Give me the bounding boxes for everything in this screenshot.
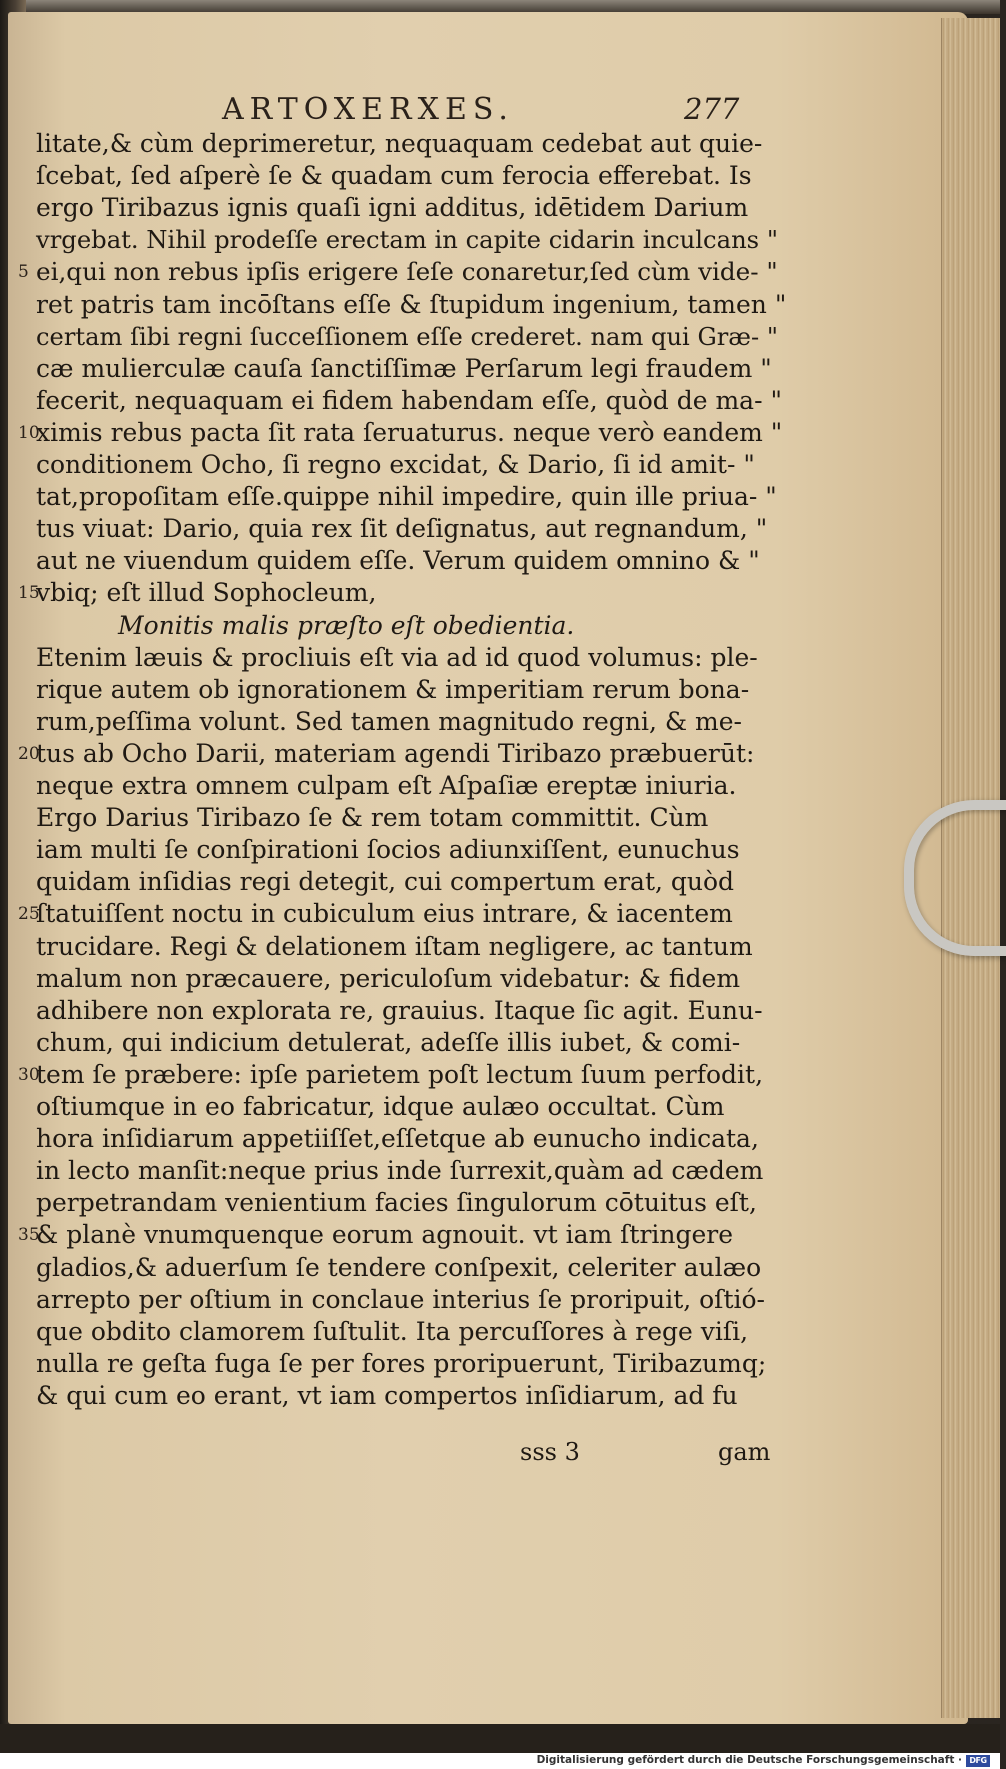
line-text: fecerit, nequaquam ei fidem habendam eſſe, quòd de ma- ": [36, 385, 782, 415]
line-text: ſcebat, ſed aſperè ſe & quadam cum ferocia efferebat. Is: [36, 161, 752, 191]
line-text: tem ſe præbere: ipſe parietem poſt lectum ſuum perfodit,: [36, 1059, 764, 1089]
line-text: vrgebat. Nihil prodeſſe erectam in capite cidarin inculcans ": [36, 225, 778, 255]
line-text: Ergo Darius Tiribazo ſe & rem totam committit. Cùm: [36, 803, 709, 833]
line-number: 25: [18, 904, 40, 925]
signature-mark: sss 3: [520, 1438, 580, 1466]
line-text: quidam inſidias regi detegit, cui compertum erat, quòd: [36, 867, 735, 897]
line-text: ergo Tiribazus ignis quaſi igni additus, idētidem Darium: [36, 193, 749, 223]
line-number: 5: [18, 262, 29, 283]
line-text: perpetrandam venientium facies ſingulorum cōtuitus eſt,: [36, 1188, 757, 1218]
line-text: & planè vnumquenque eorum agnouit. vt iam ſtringere: [36, 1220, 734, 1250]
footer-credit: Digitalisierung gefördert durch die Deutsche Forschungsgemeinschaft ·: [536, 1754, 962, 1766]
line-text: arrepto per oſtium in conclaue interius ſe proripuit, oſtió-: [36, 1284, 765, 1314]
line-text: neque extra omnem culpam eſt Aſpaſiæ ereptæ iniuria.: [36, 771, 737, 800]
line-number: 30: [18, 1064, 40, 1085]
line-text: certam ſibi regni ſucceſſionem eſſe crederet. nam qui Græ- ": [36, 322, 778, 351]
line-text: malum non præcauere, periculoſum videbatur: & fidem: [36, 963, 741, 993]
line-text: ximis rebus pacta ſit rata ſeruaturus. neque verò eandem ": [36, 417, 783, 447]
line-text: Etenim læuis & procliuis eſt via ad id quod volumus: ple-: [36, 642, 758, 672]
line-number: 15: [18, 583, 40, 604]
line-text: gladios,& aduerſum ſe tendere conſpexit, celeriter aulæo: [36, 1252, 762, 1282]
line-number: 35: [18, 1225, 40, 1246]
line-text: iam multi ſe conſpirationi ſocios adiunxiſſent, eunuchus: [36, 835, 740, 865]
line-text: in lecto manſit:neque prius inde ſurrexit,quàm ad cædem: [36, 1156, 764, 1186]
line-text: trucidare. Regi & delationem iſtam negligere, ac tantum: [36, 931, 753, 961]
line-text: litate,& cùm deprimeretur, nequaquam cedebat aut quie-: [36, 129, 763, 158]
line-text: adhibere non explorata re, grauius. Itaque ſic agit. Eunu-: [36, 995, 763, 1025]
line-text: rique autem ob ignorationem & imperitiam rerum bona-: [36, 674, 750, 704]
line-number: 20: [18, 743, 40, 764]
running-head: ARTOXERXES.: [222, 92, 514, 127]
line-text: tat,propoſitam eſſe.quippe nihil impedire, quin ille priua- ": [36, 482, 777, 512]
line-text: cæ mulierculæ cauſa ſanctiſſimæ Perſarum legi fraudem ": [36, 353, 772, 383]
page-number: 277: [684, 92, 740, 126]
line-text: Monitis malis præſto eſt obedientia.: [118, 610, 575, 640]
line-text: hora inſidiarum appetiiſſet,eſſetque ab eunucho indicata,: [36, 1124, 759, 1154]
line-text: tus viuat: Dario, quia rex ſit deſignatus, aut regnandum, ": [36, 514, 768, 544]
line-number: 10: [18, 422, 40, 443]
line-text: oſtiumque in eo fabricatur, idque aulæo occultat. Cùm: [36, 1092, 725, 1121]
line-text: & qui cum eo erant, vt iam compertos inſidiarum, ad fu: [36, 1380, 738, 1410]
line-text: ſtatuiſſent noctu in cubiculum eius intrare, & iacentem: [36, 899, 733, 929]
line-text: conditionem Ocho, ſi regno excidat, & Dario, ſi id amit- ": [36, 450, 755, 479]
line-text: vbiq; eſt illud Sophocleum,: [36, 578, 377, 608]
line-text: nulla re geſta fuga ſe per fores proripuerunt, Tiribazumq;: [36, 1348, 767, 1378]
dfg-logo: DFG: [966, 1755, 990, 1767]
line-text: ei,qui non rebus ipſis erigere ſeſe conaretur,ſed cùm vide- ": [36, 257, 778, 287]
line-text: rum,peſſima volunt. Sed tamen magnitudo regni, & me-: [36, 706, 742, 736]
line-text: aut ne viuendum quidem eſſe. Verum quidem omnino & ": [36, 546, 760, 576]
line-text: ret patris tam incōſtans eſſe & ſtupidum ingenium, tamen ": [36, 289, 787, 319]
catchword: gam: [718, 1438, 771, 1466]
line-text: tus ab Ocho Darii, materiam agendi Tiribazo præbuerūt:: [36, 738, 755, 768]
line-text: chum, qui indicium detulerat, adeſſe illis iubet, & comi-: [36, 1027, 741, 1057]
text-line: [36, 1376, 786, 1416]
line-text: que obdito clamorem ſuſtulit. Ita percuſſores à rege viſi,: [36, 1316, 749, 1346]
scan-bottom-edge: [0, 1724, 1000, 1756]
